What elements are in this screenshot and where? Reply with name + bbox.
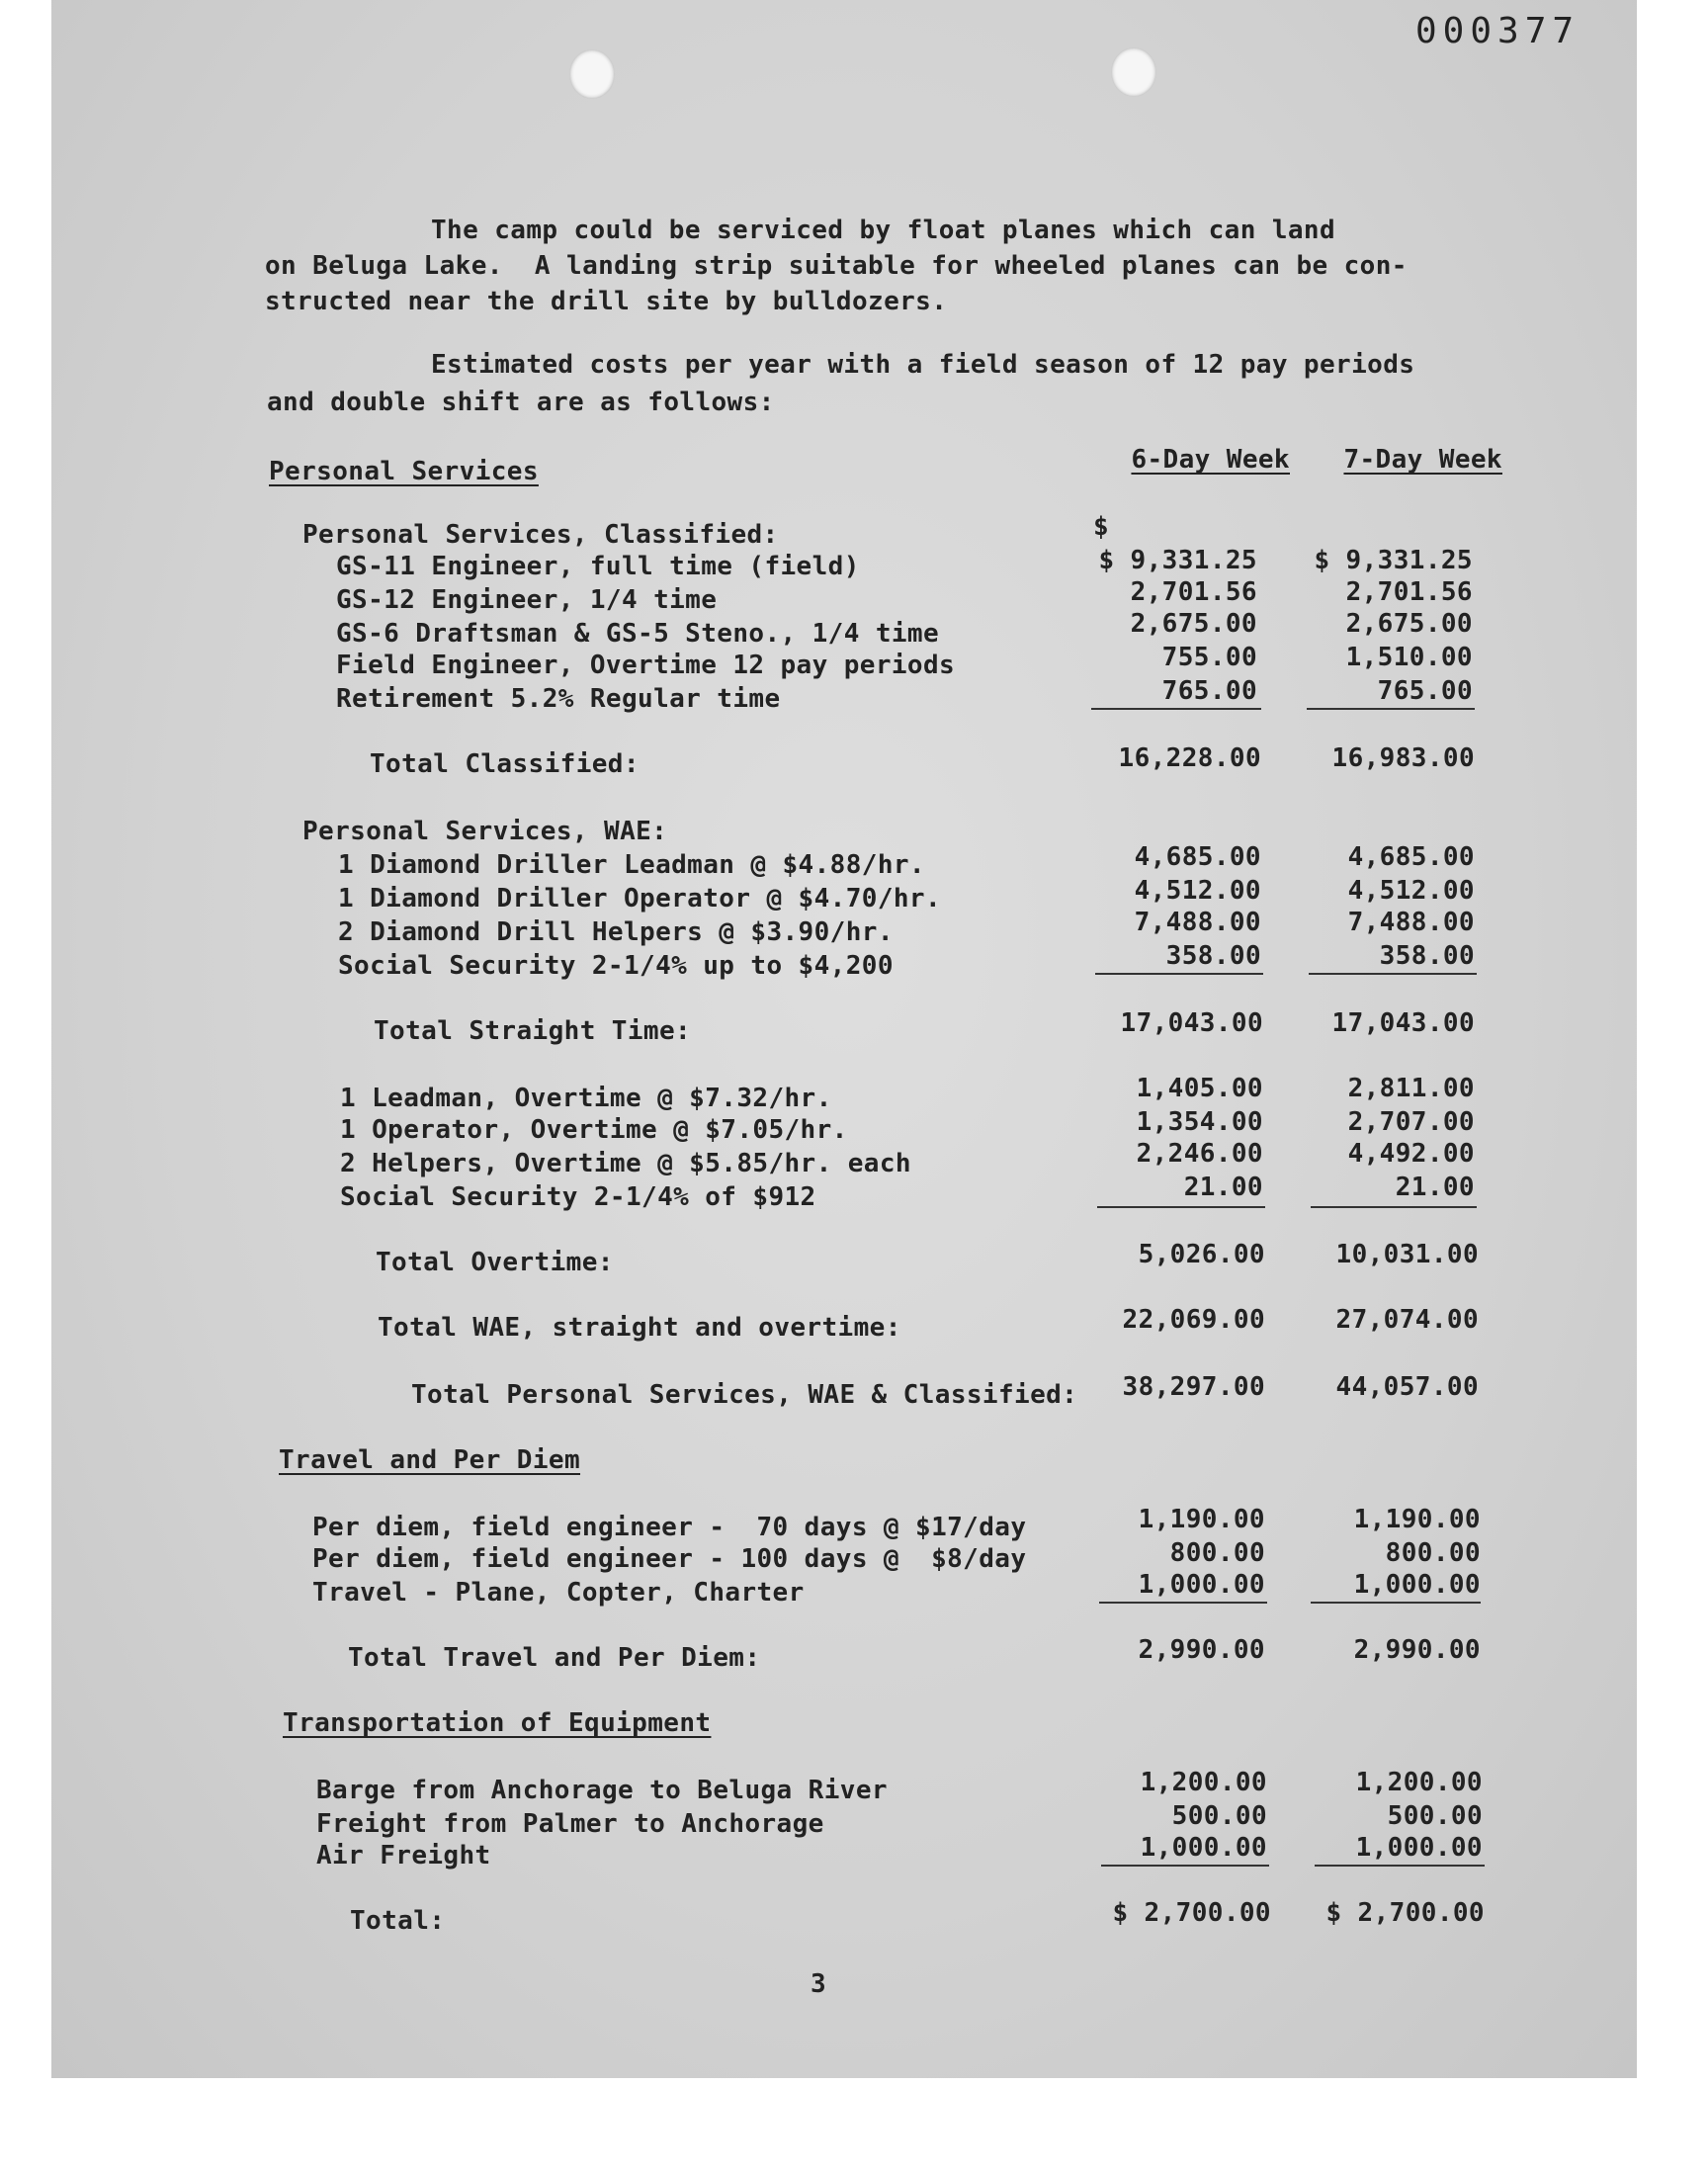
line-item-value-6day: 21.00 [1183, 1173, 1263, 1202]
line-item-label: GS-12 Engineer, 1/4 time [336, 585, 718, 615]
line-item-label: GS-11 Engineer, full time (field) [336, 552, 860, 581]
line-item-label: Field Engineer, Overtime 12 pay periods [336, 651, 956, 680]
subheading-wae: Personal Services, WAE: [302, 817, 668, 846]
line-item-value-7day: 765.00 [1377, 676, 1473, 706]
total-label: Total Travel and Per Diem: [348, 1643, 761, 1673]
line-item-value-7day: 1,510.00 [1345, 643, 1473, 672]
subtotal-rule [1311, 1206, 1477, 1208]
subtotal-rule [1307, 708, 1475, 710]
total-value-6day: 17,043.00 [1120, 1008, 1263, 1038]
line-item-value-7day: 2,707.00 [1347, 1107, 1475, 1137]
line-item-label: Air Freight [316, 1841, 491, 1870]
line-item-value-6day: 2,246.00 [1136, 1139, 1263, 1169]
line-item-value-6day: 4,512.00 [1134, 876, 1261, 906]
line-item-value-6day: 800.00 [1169, 1538, 1265, 1568]
grand-total-value-6day: 38,297.00 [1122, 1372, 1265, 1402]
line-item-value-6day: 1,000.00 [1140, 1833, 1267, 1863]
grand-total-label: Total Personal Services, WAE & Classified: [411, 1380, 1078, 1410]
total-label: Total Overtime: [376, 1248, 614, 1277]
punch-hole-right [1111, 47, 1156, 97]
line-item-value-6day: 2,675.00 [1130, 609, 1257, 639]
line-item-value-7day: 500.00 [1387, 1801, 1483, 1831]
section-heading-travel: Travel and Per Diem [279, 1445, 581, 1475]
intro-p1-line1: The camp could be serviced by float planes which can land [431, 216, 1336, 245]
line-item-label: 2 Helpers, Overtime @ $5.85/hr. each [340, 1149, 911, 1178]
total-value-7day: 27,074.00 [1335, 1305, 1479, 1335]
total-value-7day: 10,031.00 [1335, 1240, 1479, 1269]
line-item-value-7day: 2,675.00 [1345, 609, 1473, 639]
line-item-value-7day: 358.00 [1379, 941, 1475, 971]
intro-p2-line1: Estimated costs per year with a field season of 12 pay periods [431, 350, 1415, 380]
line-item-value-6day: 358.00 [1165, 941, 1261, 971]
total-value-6day: 5,026.00 [1138, 1240, 1265, 1269]
line-item-label: Freight from Palmer to Anchorage [316, 1809, 824, 1839]
line-item-value-7day: 2,811.00 [1347, 1074, 1475, 1103]
line-item-value-6day: 1,354.00 [1136, 1107, 1263, 1137]
line-item-value-6day: 1,405.00 [1136, 1074, 1263, 1103]
line-item-value-6day: 1,190.00 [1138, 1505, 1265, 1534]
total-value-6day: 2,990.00 [1138, 1635, 1265, 1665]
line-item-value-7day: 7,488.00 [1347, 908, 1475, 937]
line-item-value-7day: 1,000.00 [1355, 1833, 1483, 1863]
line-item-label: Social Security 2-1/4% of $912 [340, 1182, 816, 1212]
line-item-value-6day: $ 9,331.25 [1098, 546, 1257, 575]
line-item-value-6day: 500.00 [1171, 1801, 1267, 1831]
section-heading-transportation: Transportation of Equipment [283, 1708, 712, 1738]
subheading-classified: Personal Services, Classified: [302, 520, 779, 550]
line-item-value-6day: 755.00 [1161, 643, 1257, 672]
document-stamp-number: 000377 [1415, 11, 1580, 51]
line-item-value-7day: 4,512.00 [1347, 876, 1475, 906]
subtotal-rule [1097, 1206, 1265, 1208]
subtotal-rule [1311, 1602, 1481, 1604]
line-item-value-7day: 1,200.00 [1355, 1768, 1483, 1797]
line-item-label: Per diem, field engineer - 70 days @ $17/day [312, 1513, 1027, 1542]
line-item-value-7day: 1,190.00 [1353, 1505, 1481, 1534]
intro-p1-line2: on Beluga Lake. A landing strip suitable for wheeled planes can be con- [265, 251, 1408, 281]
total-label: Total WAE, straight and overtime: [378, 1313, 901, 1343]
subtotal-rule [1101, 1865, 1269, 1867]
line-item-label: Per diem, field engineer - 100 days @ $8/day [312, 1544, 1027, 1574]
intro-p1-line3: structed near the drill site by bulldozers. [265, 287, 948, 316]
total-value-6day: $ 2,700.00 [1112, 1898, 1271, 1928]
line-item-label: Social Security 2-1/4% up to $4,200 [338, 951, 894, 981]
total-value-6day: 22,069.00 [1122, 1305, 1265, 1335]
line-item-label: Barge from Anchorage to Beluga River [316, 1776, 888, 1805]
line-item-label: 1 Leadman, Overtime @ $7.32/hr. [340, 1084, 832, 1113]
line-item-value-7day: 4,492.00 [1347, 1139, 1475, 1169]
total-label: Total Straight Time: [374, 1016, 692, 1046]
subtotal-rule [1099, 1602, 1267, 1604]
dollar-mark: $ [1093, 512, 1110, 542]
subtotal-rule [1095, 973, 1263, 975]
line-item-value-7day: $ 9,331.25 [1314, 546, 1473, 575]
line-item-label: GS-6 Draftsman & GS-5 Steno., 1/4 time [336, 619, 940, 649]
line-item-value-7day: 4,685.00 [1347, 842, 1475, 872]
grand-total-value-7day: 44,057.00 [1335, 1372, 1479, 1402]
total-value-7day: 16,983.00 [1331, 743, 1475, 773]
line-item-label: 1 Diamond Driller Operator @ $4.70/hr. [338, 884, 942, 914]
column-header-7-day: 7-Day Week [1343, 445, 1502, 475]
line-item-value-7day: 21.00 [1395, 1173, 1475, 1202]
subtotal-rule [1315, 1865, 1485, 1867]
subtotal-rule [1091, 708, 1261, 710]
line-item-value-7day: 800.00 [1385, 1538, 1481, 1568]
section-heading-personal-services: Personal Services [269, 457, 539, 486]
total-label: Total Classified: [370, 749, 640, 779]
total-value-7day: $ 2,700.00 [1325, 1898, 1485, 1928]
total-value-7day: 2,990.00 [1353, 1635, 1481, 1665]
punch-hole-left [569, 49, 615, 99]
subtotal-rule [1309, 973, 1477, 975]
line-item-value-6day: 765.00 [1161, 676, 1257, 706]
line-item-value-6day: 1,000.00 [1138, 1570, 1265, 1600]
line-item-value-6day: 7,488.00 [1134, 908, 1261, 937]
total-value-6day: 16,228.00 [1118, 743, 1261, 773]
line-item-label: 2 Diamond Drill Helpers @ $3.90/hr. [338, 917, 894, 947]
line-item-value-6day: 1,200.00 [1140, 1768, 1267, 1797]
line-item-value-7day: 1,000.00 [1353, 1570, 1481, 1600]
line-item-value-6day: 4,685.00 [1134, 842, 1261, 872]
line-item-value-6day: 2,701.56 [1130, 577, 1257, 607]
line-item-label: 1 Operator, Overtime @ $7.05/hr. [340, 1115, 848, 1145]
line-item-label: Travel - Plane, Copter, Charter [312, 1578, 805, 1608]
line-item-value-7day: 2,701.56 [1345, 577, 1473, 607]
line-item-label: 1 Diamond Driller Leadman @ $4.88/hr. [338, 850, 925, 880]
intro-p2-line2: and double shift are as follows: [267, 388, 775, 417]
column-header-6-day: 6-Day Week [1131, 445, 1290, 475]
total-value-7day: 17,043.00 [1331, 1008, 1475, 1038]
page-number: 3 [811, 1969, 827, 1999]
line-item-label: Retirement 5.2% Regular time [336, 684, 781, 714]
total-label: Total: [350, 1906, 446, 1936]
